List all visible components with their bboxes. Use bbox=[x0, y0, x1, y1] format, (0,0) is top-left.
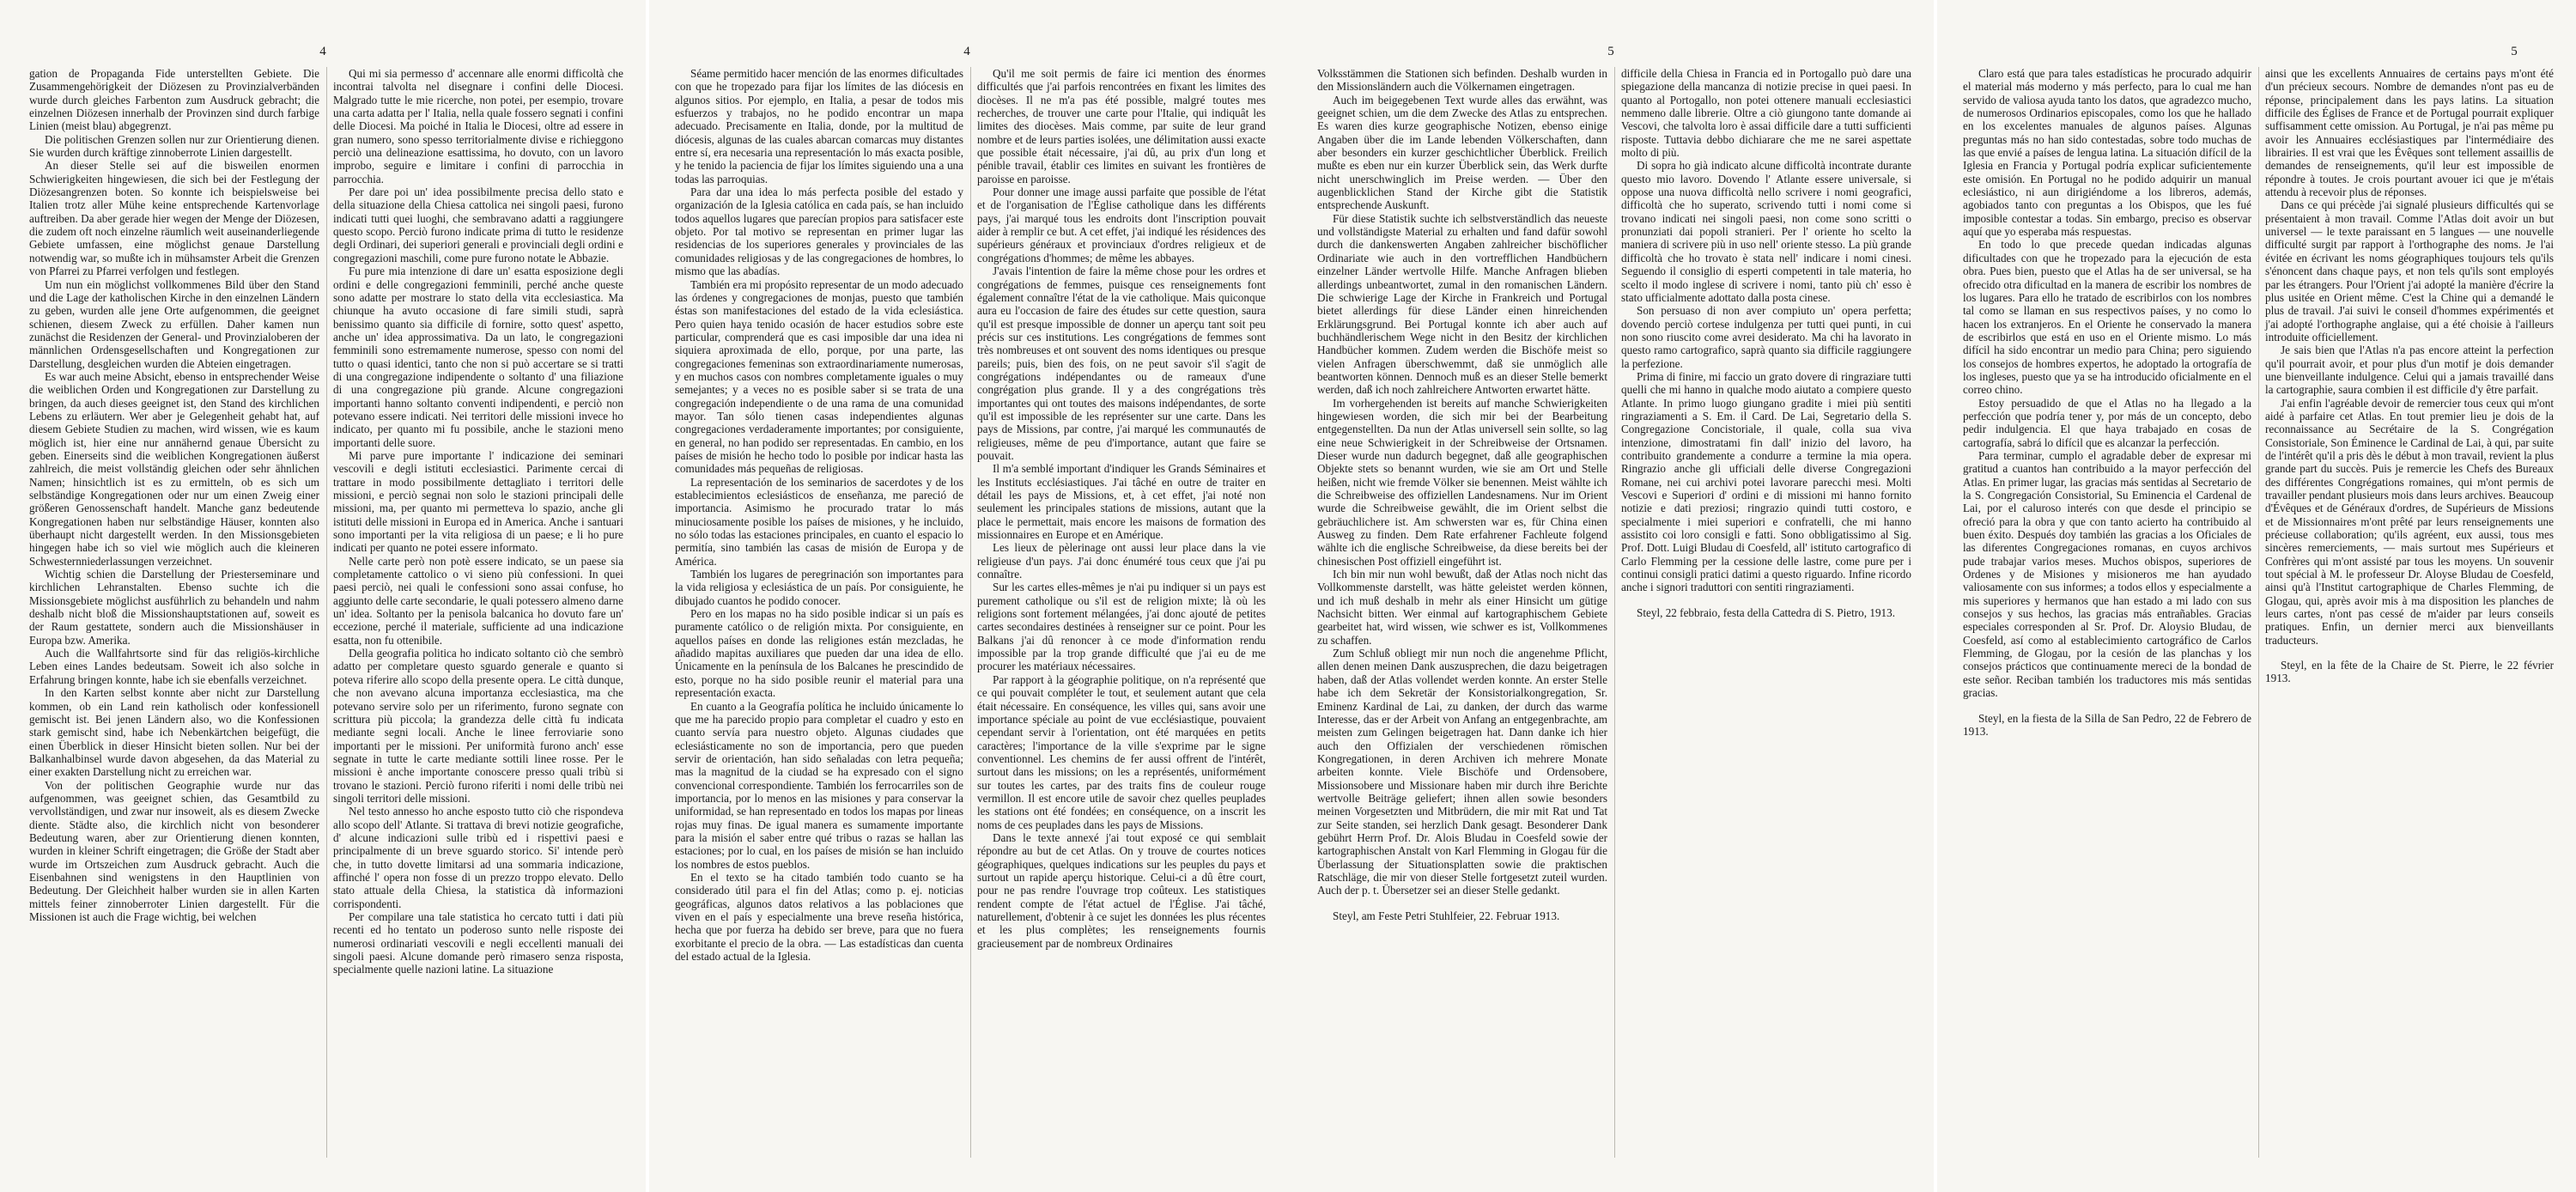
paragraph: Volksstämmen die Stationen sich befinden. Deshalb wurden in den Missionsländern auch die Völkernamen eingetragen. bbox=[1317, 67, 1607, 94]
page-number: 5 bbox=[1607, 45, 1614, 58]
paragraph: Dans le texte annexé j'ai tout exposé ce qui semblait répondre au but de cet Atlas. On y trouve de courtes notices géographiques, quelques indications sur les peuples du pays et surtout un rapide aperçu historique. Celui-ci a dû être court, pour ne pas rendre l'ouvrage trop coûteux. Les statistiques rendent compte de l'état actuel de l'Église. J'ai tâché, naturellement, d'obtenir à ce sujet les données les plus récentes et les plus complètes; les renseignements fournis gracieusement par de nombreux Ordinaires bbox=[977, 830, 1266, 950]
paragraph: Wichtig schien die Darstellung der Priesterseminare und kirchlichen Lehranstalten. Ebenso suchte ich die Missionsgebiete möglichst ausführlich zu behandeln und nahm deshalb nicht bloß die Missionshauptstationen auf, soweit es der Raum gestattete, sondern auch die Missionshäuser in Europa bzw. Amerika. bbox=[29, 568, 319, 647]
text-column-spanish bbox=[675, 67, 963, 963]
paragraph: Séame permitido hacer mención de las enormes dificultades con que he tropezado para fijar los límites de las diócesis en algunos sitios. Por ejemplo, en Italia, a pesar de todos mis esfuerzos y trabajos, no he podido encontrar un mapa adecuado. Precisamente en Italia, donde, por la multitud de diócesis, algunas de las cuales abarcan comarcas muy distantes entre sí, era necesaria una representación lo más exacta posible, y he tenido la paciencia de fijar los límites siguiendo una a una todas las parroquias. bbox=[675, 67, 963, 185]
paragraph: Die politischen Grenzen sollen nur zur Orientierung dienen. Sie wurden durch kräftige zinnoberrote Linien dargestellt. bbox=[29, 132, 319, 160]
paragraph: Auch im beigegebenen Text wurde alles das erwähnt, was geeignet schien, um die dem Zwecke des Atlas zu entsprechen. Es waren dies kurze geographische Notizen, ebenso einige Angaben über die im Lande lebenden Völkerschaften, dann aber besonders ein kurzer geschichtlicher Überblick. Freilich mußte es eben nur ein kurzer Überblick sein, das Werk durfte nicht unerschwinglich im Preise werden. — Über den augenblicklichen Stand der Kirche gibt die Statistik entsprechende Auskunft. bbox=[1317, 93, 1607, 212]
paragraph: Für diese Statistik suchte ich selbstverständlich das neueste und vollständigste Material zu erhalten und fand dafür sowohl durch die dankenswerten Angaben zahlreicher bischöflicher Ordinariate wie auch in den vortrefflichen Handbüchern einzelner Länder wertvolle Hilfe. Manche Anfragen blieben allerdings unbeantwortet, zumal in den romanischen Ländern. Die schwierige Lage der Kirche in Frankreich und Portugal bietet allerdings für diese Länder einen hinreichenden Erklärungsgrund. Bei Portugal konnte ich aber auch auf buchhändlerischem Wege nicht in den Besitz der kirchlichen Handbücher kommen. Zudem werden die Bischöfe meist so vielen Anfragen überschwemmt, daß sie unmöglich alle beantworten können. Dennoch muß es an dieser Stelle bemerkt werden, daß ich noch zahlreichere Antworten erwartet hätte. bbox=[1317, 211, 1607, 397]
text-column-italian bbox=[1621, 67, 1911, 619]
paragraph: difficile della Chiesa in Francia ed in Portogallo può dare una spiegazione della mancanza di notizie precise in quei paesi. In quanto al Portogallo, non potei ottenere manuali ecclesiastici nemmeno dalle librerie. Oltre a ciò giungono tante domande ai Vescovi, che talvolta loro è assai difficile dare a tutti sufficienti risposte. Tuttavia debbo dichiarare che me ne sarei aspettate molto di più. bbox=[1621, 67, 1911, 160]
page-number: 5 bbox=[2511, 45, 2518, 58]
page-spanish-french-right bbox=[1937, 0, 2576, 1192]
paragraph: Per compilare una tale statistica ho cercato tutti i dati più recenti ed ho tentato un poderoso sunto nelle risposte dei numerosi ordinariati vescovili e negli eccellenti manuali dei singoli paesi. Alcune domande però rimasero senza risposta, specialmente quelle nazioni latine. La situazione bbox=[333, 910, 623, 976]
signature-line: Steyl, en la fête de la Chaire de St. Pierre, le 22 février 1913. bbox=[2265, 659, 2554, 685]
column-rule bbox=[2258, 67, 2259, 1158]
paragraph: En cuanto a la Geografía política he incluido únicamente lo que me ha parecido propio para completar el cuadro y esto en cuanto servía para nuestro objeto. Algunas ciudades que eclesiásticamente no son de importancia, pero que pueden servir de orientación, han sido señaladas con letra pequeña; mas la magnitud de la ciudad se ha expresado con el signo convencional correspondiente. También los ferrocarriles son de importancia, por lo menos en las misiones y para conservar la uniformidad, se han representado en todos los mapas por lineas rojas muy finas. De igual manera es sumamente importante para la misión el saber entre qué tribus o razas se hallan las estaciones; por lo cual, en los países de misión se han incluido los nombres de estos pueblos. bbox=[675, 699, 963, 871]
paragraph: También los lugares de peregrinación son importantes para la vida religiosa y eclesiástica de un país. Por consiguiente, he dibujado cuantos he podido conocer. bbox=[675, 568, 963, 607]
paragraph: Qui mi sia permesso d' accennare alle enormi difficoltà che incontrai talvolta nel disegnare i confini delle Diocesi. Malgrado tutte le mie ricerche, non potei, per esempio, trovare una carta adatta per l' Italia, nella quale fossero segnati i confini delle Diocesi. Ma poiché in Italia le Diocesi, oltre ad essere in gran numero, sono spesso territorialmente divise e richieggono perciò una delineazione esattissima, ho dovuto, con un lavoro improbo, seguire e limitare i confini di parrocchia in parrocchia. bbox=[333, 67, 623, 185]
column-rule bbox=[1614, 67, 1615, 1158]
paragraph: En todo lo que precede quedan indicadas algunas dificultades con que he tropezado para la ejecución de esta obra. Pues bien, puesto que el Atlas ha de ser universal, se ha ofrecido otra dificultad en la manera de escribir los nombres de los lugares. Para ello he tratado de escribirlos con los nombres tal como se llaman en sus respectivos países, y no como lo hacen los extranjeros. En el Oriente he conservado la manera de escribirlos que está en uso en el Oriente mismo. Lo más difícil ha sido encontrar un medio para China; pero siguiendo los consejos de hombres expertos, he adoptado la ortografía de los ingleses, puesto que ya se ha introducido oficialmente en el correo chino. bbox=[1963, 238, 2251, 397]
paragraph: Je sais bien que l'Atlas n'a pas encore atteint la perfection qu'il pourrait avoir, et pour plus d'un motif je dois demander une bienveillante indulgence. Celui qui a jamais travaillé dans la cartographie, saura combien il est difficile d'y être parfait. bbox=[2265, 344, 2554, 397]
paragraph: gation de Propaganda Fide unterstellten Gebiete. Die Zusammengehörigkeit der Diözesen zu Provinzialverbänden wurde durch gleiches Farbenton zum Ausdruck gebracht; die einzelnen Diözesen innerhalb der Provinzen sind durch farbige Linien (meist blau) abgegrenzt. bbox=[29, 67, 319, 133]
paragraph: Son persuaso di non aver compiuto un' opera perfetta; dovendo perciò cortese indulgenza per tutti quei punti, in cui non sono riuscito come avrei desiderato. Ma chi ha lavorato in questo ramo cartografico, saprà quanto sia difficile raggiungere la perfezione. bbox=[1621, 304, 1911, 370]
paragraph: Pero en los mapas no ha sido posible indicar si un país es puramente católico o de religión mixta. Por consiguiente, en aquellos países en donde las religiones están mezcladas, he añadido mapitas auxiliares que pueden dar una idea de ello. Únicamente en la península de los Balcanes he prescindido de esto, porque no ha sido posible reunir el material para una representación exacta. bbox=[675, 607, 963, 700]
paragraph: ainsi que les excellents Annuaires de certains pays m'ont été d'un précieux secours. Nombre de demandes n'ont pas eu de réponse, principalement dans les pays latins. La situation difficile des Églises de France et de Portugal pourrait expliquer suffisamment cette omission. Au Portugal, je n'ai pas même pu avoir les Annuaires ecclésiastiques par l'intermédiaire des librairies. Il est vrai que les Évêques sont tellement assaillis de demandes de renseignements, qu'il leur est impossible de répondre à toutes. Je crois pourtant avouer ici que je m'étais attendu à recevoir plus de réponses. bbox=[2265, 67, 2554, 199]
page-german-italian-left bbox=[0, 0, 646, 1192]
paragraph: Qu'il me soit permis de faire ici mention des énormes difficultés que j'ai parfois rencontrées en fixant les limites des diocèses. Il ne m'a pas été possible, malgré toutes mes recherches, de trouver une carte pour l'Italie, qui indiquât les limites des diocèses. Mais comme, par suite de leur grand nombre et de leurs parties isolées, une délimitation aussi exacte que possible était nécessaire, j'ai dû, au prix d'un long et pénible travail, établir ces limites en suivant les frontières de paroisse en paroisse. bbox=[977, 67, 1266, 185]
page-german-italian-right bbox=[1288, 0, 1934, 1192]
paragraph: Di sopra ho già indicato alcune difficoltà incontrate durante questo mio lavoro. Dovendo l' Atlante essere universale, si oppose una nuova difficoltà nello scrivere i nomi geografici, difficoltà che ho superato, scrivendo tutti i nomi come si trovano indicati nei singoli paesi, non come sono scritti o pronunziati dai popoli stranieri. Per l' oriente ho scelto la maniera di scrivere più in uso nell' oriente stesso. La più grande difficoltà che ho trovato è stata nell' indicare i nomi cinesi. Seguendo il consiglio di esperti competenti in tale materia, ho scelto il modo inglese di scrivere i nomi, tanto più ch' esso è stato ufficialmente adottato dalla posta cinese. bbox=[1621, 159, 1911, 304]
paragraph: Claro está que para tales estadísticas he procurado adquirir el material más moderno y más perfecto, para lo cual me han servido de valiosa ayuda tanto los datos, que agradezco mucho, de numerosos Ordinarios episcopales, como los que he hallado en los excelentes manuales de algunos países. Algunas preguntas más no han sido contestadas, sobre todo muchas de las que envié a países de lengua latina. La situación difícil de la Iglesia en Francia y Portugal podría explicar suficientemente este omisión. En Portugal no he podido adquirir un manual eclesiástico, ni aun dirigiéndome a los libreros, además, agobiados tanto con preguntas a los Obispos, que les fué imposible contestar a todas. Sin embargo, preciso es observar aquí que yo esperaba más respuestas. bbox=[1963, 67, 2251, 239]
paragraph: Para terminar, cumplo el agradable deber de expresar mi gratitud a cuantos han contribuido a la mayor perfección del Atlas. En primer lugar, las gracias más sentidas al Secretario de la S. Congregación Consistorial, Su Eminencia el Cardenal de Lai, por el caluroso interés con que desde el principio se ofreció para la obra y que con tanto acierto ha contribuido al buen éxito. Después doy también las gracias a los Oficiales de las diferentes Congregaciones romanas, en cuyos archivos pude trabajar varios meses. Muchos obispos, superiores de Ordenes y de Misiones y misioneros me han ayudado valiosamente con sus informes; a todos ellos y especialmente a mis superiores y hermanos que han estado a mi lado con sus consejos y sus hechos, las gracias más entrañables. Gracias especiales corresponden al Sr. Prof. Dr. Aloysio Bludau, de Coesfeld, así como al establecimiento cartográfico de Carlos Flemming, de Glogau, por la cesión de las planchas y los consejos prácticos que continuamente mereci de la bondad de este señor. Reciban también los traductores mis más sentidas gracias. bbox=[1963, 448, 2251, 700]
paragraph: In den Karten selbst konnte aber nicht zur Darstellung kommen, ob ein Land rein katholisch oder konfessionell gemischt ist. Bei jenen Ländern also, wo die Konfessionen stark gemischt sind, habe ich Nebenkärtchen beigefügt, die einen Überblick in dieser Hinsicht bieten sollen. Nur bei der Balkanhalbinsel wurde davon abgesehen, da das Material zu einer exakten Darstellung nicht zu erreichen war. bbox=[29, 686, 319, 779]
paragraph: Auch die Wallfahrtsorte sind für das religiös-kirchliche Leben eines Landes bedeutsam. Soweit ich also solche in Erfahrung bringen konnte, habe ich sie ebenfalls verzeichnet. bbox=[29, 647, 319, 686]
column-rule bbox=[970, 67, 971, 1158]
paragraph: Um nun ein möglichst vollkommenes Bild über den Stand und die Lage der katholischen Kirche in den einzelnen Ländern zu geben, wurden alle jene Orte aufgenommen, die geeignet schienen, diesem Zweck zu erfüllen. Daher kamen nun zunächst die Residenzen der General- und Provinzialoberen der männlichen Ordensgesellschaften und Kongregationen zur Darstellung, desgleichen wurden die Abteien eingetragen. bbox=[29, 277, 319, 370]
paragraph: Para dar una idea lo más perfecta posible del estado y organización de la Iglesia católica en cada país, se han incluido todos aquellos lugares que parecían propios para satisfacer este objeto. Por tal motivo se representan en primer lugar las residencias de los superiores generales y provinciales de las comunidades religiosas y de las congregaciones de hombres, lo mismo que las abadías. bbox=[675, 185, 963, 278]
page-number: 4 bbox=[963, 45, 970, 58]
paragraph: Par rapport à la géographie politique, on n'a représenté que ce qui pouvait compléter le tout, et seulement autant que cela était nécessaire. En conséquence, les villes qui, sans avoir une importance spéciale au point de vue ecclésiastique, pouvaient cependant servir à l'orientation, ont été marquées en petits caractères; l'importance de la ville s'exprime par le signe conventionnel. Les chemins de fer aussi offrent de l'intérêt, surtout dans les missions; on les a représentés, uniformément sur toutes les cartes, par des traits fins de couleur rouge vermillon. Il est encore utile de savoir chez quelles peuplades les stations ont été fondées; en conséquence, on a inscrit les noms de ces peuplades dans les pays de Missions. bbox=[977, 672, 1266, 831]
text-column-french bbox=[2265, 67, 2554, 685]
paragraph: Pour donner une image aussi parfaite que possible de l'état et de l'organisation de l'Église catholique dans les différents pays, j'ai marqué tous les endroits dont l'inscription pouvait aider à remplir ce but. A cet effet, j'ai indiqué les résidences des supérieurs généraux et provinciaux d'ordres religieux et de congrégations d'hommes; de même les abbayes. bbox=[977, 185, 1266, 265]
column-rule bbox=[326, 67, 327, 1158]
paragraph: Von der politischen Geographie wurde nur das aufgenommen, was geeignet schien, das Gesamtbild zu vervollständigen, und zwar nur insoweit, als es diesem Zwecke diente. Städte also, die kirchlich nicht von besonderer Bedeutung waren, aber zur Orientierung dienen konnten, wurden in kleiner Schrift eingetragen; die Größe der Stadt aber wurde im Ortszeichen zum Ausdruck gebracht. Auch die Eisenbahnen sind wenigstens in den Hauptlinien von Bedeutung. Der Gleichheit halber wurden sie in allen Karten mittels feiner zinnoberroter Linien dargestellt. Für die Missionen ist auch die Frage wichtig, bei welchen bbox=[29, 778, 319, 923]
paragraph: An dieser Stelle sei auf die bisweilen enormen Schwierigkeiten hingewiesen, die sich bei der Festlegung der Diözesangrenzen boten. So konnte ich beispielsweise bei Italien trotz aller Mühe keine entsprechende Kartenvorlage auftreiben. Da aber gerade hier wegen der Menge der Diözesen, die zudem oft noch einzelne räumlich weit auseinanderliegende Gebiete umfassen, eine möglichst genaue Darstellung notwendig war, so mußte ich in mühsamster Arbeit die Grenzen von Pfarrei zu Pfarrei verfolgen und festlegen. bbox=[29, 159, 319, 278]
paragraph: La representación de los seminarios de sacerdotes y de los establecimientos eclesiásticos de enseñanza, me pareció de importancia. Asimismo he procurado tratar lo más minuciosamente posible los países de misiones, y he incluido, no sólo todas las estaciones principales, en cuanto el espacio lo permitía, sino también las casas de misión de Europa y de América. bbox=[675, 475, 963, 568]
signature-line: Steyl, 22 febbraio, festa della Cattedra di S. Pietro, 1913. bbox=[1637, 605, 1896, 619]
text-column-spanish bbox=[1963, 67, 2251, 738]
text-column-italian bbox=[333, 67, 623, 976]
paragraph: Estoy persuadido de que el Atlas no ha llegado a la perfección que podría tener y, por más de un concepto, debo pedir indulgencia. El que haya trabajado en cosas de cartografía, sabrá lo difícil que es alcanzar la perfección. bbox=[1963, 396, 2251, 449]
paragraph: Dans ce qui précède j'ai signalé plusieurs difficultés qui se présentaient à mon travail. Comme l'Atlas doit avoir un but universel — le texte paraissant en 5 langues — une nouvelle difficulté surgit par rapport à l'orthographe des noms. Je l'ai évitée en écrivant les noms géographiques toujours tels qu'ils s'énoncent dans chaque pays, et non tels qu'ils sont employés par les étrangers. Pour l'Orient j'ai adopté la manière d'écrire la plus usitée en Orient même. C'est la Chine qui a demandé le plus de travail. J'ai suivi le conseil d'hommes expérimentés et j'ai adopté l'orthographe anglaise, qui a été choisie à l'ailleurs introduite officiellement. bbox=[2265, 198, 2554, 344]
paragraph: Sur les cartes elles-mêmes je n'ai pu indiquer si un pays est purement catholique ou s'il est de religion mixte; là où les religions sont fortement mélangées, j'ai donc ajouté de petites cartes secondaires destinées à renseigner sur ce point. Pour les Balkans j'ai dû renoncer à ce mode d'information rendu impossible par la trop grande difficulté que j'ai eu de me procurer les matériaux nécessaires. bbox=[977, 581, 1266, 673]
paragraph: Es war auch meine Absicht, ebenso in entsprechender Weise die weiblichen Orden und Kongregationen zur Darstellung zu bringen, da auch dieses geeignet ist, den Stand des kirchlichen Lebens zu erläutern. Wer aber je Gelegenheit gehabt hat, auf diesem Gebiete Studien zu machen, wird wissen, wie es kaum möglich ist, hier eine nur annähernd genaue Übersicht zu geben. Einerseits sind die weiblichen Kongregationen äußerst zahlreich, die meist vollständig gleichen oder sehr ähnlichen Namen; hinsichtlich ist es zu ermitteln, ob es sich um selbständige Kongregationen oder nur um einen Zweig einer größeren Genossenschaft handelt. Manche ganz bedeutende Kongregationen haben nur selbständige Häuser, konnten also überhaupt nicht dargestellt werden. In den Missionsgebieten hingegen habe ich so viel wie möglich auch die kleineren Schwesternniederlassungen verzeichnet. bbox=[29, 369, 319, 568]
paragraph: Mi parve pure importante l' indicazione dei seminari vescovili e degli istituti ecclesiastici. Parimente cercai di trattare in modo possibilmente dettagliato i territori delle missioni, e perciò segnai non solo le stazioni principali delle missioni, ma, per quanto mi permetteva lo spazio, anche gli istituti delle missioni in Europa ed in America. Anche i santuari sono importanti per la vita religiosa di un paese; e li ho pure indicati per quanto ne potei essere informato. bbox=[333, 448, 623, 555]
paragraph: Les lieux de pèlerinage ont aussi leur place dans la vie religieuse d'un pays. J'ai donc énuméré tous ceux que j'ai pu connaître. bbox=[977, 541, 1266, 581]
paragraph: Della geografia politica ho indicato soltanto ciò che sembrò adatto per completare questo sguardo generale e quanto si poteva riferire allo scopo della presente opera. Le città dunque, che non avevano alcuna importanza ecclesiastica, ma che potevano servire solo per un riferimento, furono segnate con scrittura più piccola; la grandezza delle città fu indicata mediante segni locali. Anche le linee ferroviarie sono importanti per le missioni. Per uniformità furono anch' esse segnate in tutte le carte mediante sottili linee rosse. Per le missioni è anche importante conoscere presso quali tribù si trovano le stazioni. Perciò furono riferiti i nomi delle tribù nei singoli territori delle missioni. bbox=[333, 647, 623, 805]
paragraph: J'avais l'intention de faire la même chose pour les ordres et congrégations de femmes, puisque ces renseignements font également connaître l'état de la vie catholique. Mais quiconque aura eu l'occasion de faire des études sur cette question, saura qu'il est presque impossible de donner un aperçu tant soit peu précis sur ces institutions. Les congrégations de femmes sont très nombreuses et ont souvent des noms identiques ou presque pareils; puis, bien des fois, on ne peut savoir s'il s'agit de congrégations indépendantes ou de rameaux d'une congrégation plus grande. Il y a des congrégations très importantes qui ont toutes des maisons indépendantes, de sorte qu'il est impossible de les représenter sur une carte. Dans les pays de Missions, par contre, j'ai marqué les communautés de religieuses, même de peu d'importance, autant que faire se pouvait. bbox=[977, 265, 1266, 462]
page-number: 4 bbox=[319, 45, 326, 58]
paragraph: Im vorhergehenden ist bereits auf manche Schwierigkeiten hingewiesen worden, die sich mir bei der Bearbeitung entgegenstellten. Da nun der Atlas universell sein sollte, so lag eine neue Schwierigkeit in der Schreibweise der Ortsnamen. Dieser wurde nun dadurch begegnet, daß alle geographischen Objekte stets so benannt wurden, wie sie am Ort und Stelle heißen, nicht wie fremde Völker sie benennen. Meist wählte ich die Schreibweise des offiziellen Landesnamens. Nur im Orient wurde die Schreibweise gewählt, die im Orient selbst die gebräuchlichere ist. Am schwersten war es, für China einen Ausweg zu finden. Dem Rate erfahrener Fachleute folgend wählte ich die englische Schreibweise, da diese bereits bei der chinesischen Post offiziell eingeführt ist. bbox=[1317, 396, 1607, 568]
paragraph: En el texto se ha citado también todo cuanto se ha considerado útil para el fin del Atlas; como p. ej. noticias geográficas, algunos datos relativos a las poblaciones que viven en el país y especialmente una breve reseña histórica, hecha que por fuerza ha debido ser breve, para que no fuera exorbitante el precio de la obra. — Las estadísticas dan cuenta del estado actual de la Iglesia. bbox=[675, 870, 963, 964]
paragraph: También era mi propósito representar de un modo adecuado las órdenes y congregaciones de monjas, puesto que también éstas son manifestaciones del estado de la vida eclesiástica. Pero quien haya tenido ocasión de hacer estudios sobre este particular, comprenderá que es casi imposible dar una idea ni siquiera aproximada de ello, porque, por una parte, las congregaciones femeninas son extraordinariamente numerosas, y en muchos casos con nombres completamente iguales o muy semejantes; y a veces no es posible saber si se trata de una congregación independiente o de una rama de una comunidad mayor. Tan sólo tienen casas independientes algunas congregaciones verdaderamente importantes; por consiguiente, en general, no han podido ser representadas. En cambio, en los países de misión he hecho todo lo posible por indicar hasta las comunidades más pequeñas de religiosas. bbox=[675, 277, 963, 476]
page-spanish-french-left bbox=[649, 0, 1288, 1192]
text-column-german bbox=[29, 67, 319, 923]
paragraph: Prima di finire, mi faccio un grato dovere di ringraziare tutti quelli che mi hanno in qualche modo aiutato a compiere questo Atlante. In primo luogo giungano gradite i miei più sentiti ringraziamenti a S. Em. il Card. De Lai, Segretario della S. Congregazione Concistoriale, il quale, colla sua viva intenzione, dimostratami fin dall' inizio del lavoro, ha contribuito grandemente a condurre a termine la mia opera. Ringrazio anche gli ufficiali delle diverse Congregazioni Romane, nei cui archivi potei lavorare parecchi mesi. Molti Vescovi e Superiori d' ordini e di missioni mi hanno fornito notizie e dati preziosi; ringrazio quindi tutti costoro, e specialmente i miei superiori e confratelli, che mi hanno assistito coi loro consigli e fatti. Sono obbligatissimo al Sig. Prof. Dott. Luigi Bludau di Coesfeld, all' istituto cartografico di Carlo Flemming per la cessione delle lastre, come pure per i continui consigli pratici datimi a questo riguardo. Infine ricordo anche i signori traduttori con sentiti ringraziamenti. bbox=[1621, 369, 1911, 594]
signature-line: Steyl, en la fiesta de la Silla de San Pedro, 22 de Febrero de 1913. bbox=[1963, 711, 2251, 738]
paragraph: Per dare poi un' idea possibilmente precisa dello stato e della situazione della Chiesa cattolica nei singoli paesi, furono indicati tutti quei luoghi, che sembravano adatti a raggiungere questo scopo. Perciò furono indicate prima di tutto le residenze degli Ordinari, dei superiori generali e provinciali degli ordini e congregazioni maschili, come pure furono notate le Abbazie. bbox=[333, 185, 623, 265]
paragraph: Nel testo annesso ho anche esposto tutto ciò che rispondeva allo scopo dell' Atlante. Si trattava di brevi notizie geografiche, d' alcune indicazioni sulle tribù ed i rispettivi paesi e principalmente di un breve sguardo storico. Si' intende però che, in tutto dovette limitarsi ad una sommaria indicazione, affinché l' opera non fosse di un prezzo troppo elevato. Dello stato attuale della Chiesa, la statistica dà informazioni corrispondenti. bbox=[333, 805, 623, 910]
text-column-german bbox=[1317, 67, 1607, 922]
paragraph: Fu pure mia intenzione di dare un' esatta esposizione degli ordini e delle congregazioni femminili, perché anche queste sono adatte per mostrare lo stato della vita ecclesiastica. Ma chiunque ha avuto occasione di fare simili studi, saprà benissimo quanto sia difficile di fornire, sotto quest' aspetto, anche un' idea approssimativa. Da un lato, le congregazioni femminili sono estremamente numerose, spesso con nomi del tutto o quasi identici, tanto che non si può accertare se si tratti di una congregazione indipendente o soltanto d' una filiazione di una congregazione più grande. Alcune congregazioni importanti hanno soltanto conventi indipendenti, e perciò non potevano essere indicati. Nei territori delle missioni invece ho indicato, per quanto mi fu possibile, anche le stazioni meno importanti delle suore. bbox=[333, 265, 623, 449]
paragraph: Ich bin mir nun wohl bewußt, daß der Atlas noch nicht das Vollkommenste darstellt, was hätte geleistet werden können, und ich muß deshalb in mehr als einer Hinsicht um gütige Nachsicht bitten. Wer einmal auf kartographischem Gebiete gearbeitet hat, wird wissen, wie schwer es ist, Vollkommenes zu schaffen. bbox=[1317, 568, 1607, 647]
paragraph: Zum Schluß obliegt mir nun noch die angenehme Pflicht, allen denen meinen Dank auszusprechen, die dazu beigetragen haben, daß der Atlas vollendet werden konnte. An erster Stelle habe ich dem Sekretär der Konsistorialkongregation, Sr. Eminenz Kardinal de Lai, zu danken, der durch das warme Interesse, das er der Arbeit von Anfang an entgegenbrachte, am meisten zum Gelingen beigetragen hat. Dann danke ich hier auch den Offizialen der verschiedenen römischen Kongregationen, in deren Archiven ich mehrere Monate arbeiten konnte. Viele Bischöfe und Ordensobere, Missionsobere und Missionare haben mir durch ihre Berichte wertvolle Beiträge geliefert; ihnen allen sowie besonders meinen Vorgesetzten und Mitbrüdern, die mir mit Rat und Tat zur Seite standen, sei herzlich Dank gesagt. Besonderer Dank gebührt Herrn Prof. Dr. Alois Bludau in Coesfeld sowie der kartographischen Anstalt von Karl Flemming in Glogau für die Überlassung der Situationsplatten sowie die praktischen Ratschläge, die mir von dieser Stelle fortgesetzt zuteil wurden. Auch der p. t. Übersetzer sei an dieser Stelle gedankt. bbox=[1317, 647, 1607, 897]
paragraph: Nelle carte però non potè essere indicato, se un paese sia completamente cattolico o vi sieno più confessioni. In quei paesi perciò, nei quali le confessioni sono assai confuse, ho aggiunto delle carte secondarie, le quali potessero almeno darne un' idea. Soltanto per la penisola balcanica ho dovuto fare un' eccezione, perché il materiale, sufficiente ad una indicazione esatta, non fu ottenibile. bbox=[333, 554, 623, 647]
paragraph: Il m'a semblé important d'indiquer les Grands Séminaires et les Instituts ecclésiastiques. J'ai tâché en outre de traiter en détail les pays de Missions, et, à cet effet, j'ai noté non seulement les principales stations de missions, autant que la place le permettait, mais encore les maisons de formation des missionnaires en Europe et en Amérique. bbox=[977, 462, 1266, 542]
paragraph: J'ai enfin l'agréable devoir de remercier tous ceux qui m'ont aidé à parfaire cet Atlas. En tout premier lieu je dois de la reconnaissance au Secrétaire de la S. Congrégation Consistoriale, Son Éminence le Cardinal de Lai, à qui, par suite de l'intérêt qu'il a pris dès le début à mon travail, revient la plus grande part du succès. Puis je remercie les Chefs des Bureaux des différentes Congrégations romaines, qui m'ont permis de travailler pendant plusieurs mois dans leurs archives. Beaucoup d'Évêques et de Généraux d'ordres, de Supérieurs de Missions et de Missionnaires m'ont prêté par leurs renseignements une précieuse collaboration; qu'ils agréent, eux aussi, tous mes sincères remerciements, — mais surtout mes Supérieurs et Confrères qui m'ont assisté par tous les moyens. Un souvenir tout spécial à M. le professeur Dr. Aloyse Bludau de Coesfeld, ainsi qu'à l'Institut cartographique de Charles Flemming, de Glogau, qui, après avoir mis à ma disposition les planches de leurs cartes, n'ont pas cessé de m'aider par leurs conseils pratiques. Enfin, un dernier merci aux bienveillants traducteurs. bbox=[2265, 396, 2554, 647]
signature-line: Steyl, am Feste Petri Stuhlfeier, 22. Februar 1913. bbox=[1333, 909, 1560, 922]
text-column-french bbox=[977, 67, 1266, 950]
